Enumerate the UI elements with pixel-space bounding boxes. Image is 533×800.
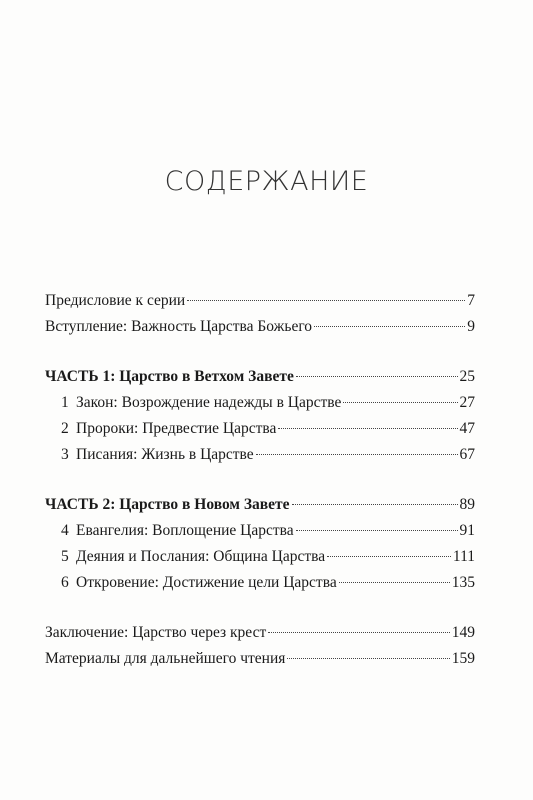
toc-entry-chapter-4[interactable] [45,518,475,544]
dot-leader [296,530,458,531]
toc-page-number: 47 [459,420,475,437]
toc-group-front [45,288,475,340]
chapter-number: 2 [61,420,69,437]
toc-entry-part-2[interactable] [45,492,475,518]
dot-leader [268,632,450,633]
chapter-number: 1 [61,394,69,411]
dot-leader [256,454,458,455]
toc-group-back [45,620,475,672]
toc-page-number: 135 [451,574,475,591]
toc-entry-label: Предисловие к серии [45,292,186,309]
toc-page-number: 27 [459,394,475,411]
dot-leader [327,556,451,557]
toc-entry-part-1[interactable] [45,364,475,390]
toc-page-number: 149 [451,624,475,641]
toc-page-number: 91 [459,522,475,539]
dot-leader [287,658,449,659]
toc-entry-label: Деяния и Послания: Община Царства [76,548,326,565]
toc-entry-chapter-5[interactable] [45,544,475,570]
toc-page-number: 9 [467,318,475,335]
toc-page-number: 159 [451,650,475,667]
chapter-number: 6 [61,574,69,591]
table-of-contents [45,288,475,672]
toc-entry-label: Материалы для дальнейшего чтения [45,650,286,667]
toc-part-label: ЧАСТЬ 1: Царство в Ветхом Завете [45,368,294,385]
toc-entry-label: Закон: Возрождение надежды в Царстве [76,394,342,411]
toc-entry-label: Евангелия: Воплощение Царства [76,522,294,539]
toc-entry-introduction[interactable] [45,314,475,340]
toc-entry-label: Заключение: Царство через крест [45,624,267,641]
dot-leader [296,376,458,377]
dot-leader [339,582,450,583]
toc-entry-preface[interactable] [45,288,475,314]
dot-leader [343,402,457,403]
toc-entry-chapter-6[interactable] [45,570,475,596]
chapter-number: 4 [61,522,69,539]
toc-group-part-1 [45,364,475,468]
toc-entry-chapter-2[interactable] [45,416,475,442]
toc-page-number: 67 [459,446,475,463]
dot-leader [314,326,465,327]
dot-leader [292,504,458,505]
page-title: СОДЕРЖАНИЕ [164,166,369,197]
toc-entry-chapter-1[interactable] [45,390,475,416]
toc-entry-label: Вступление: Важность Царства Божьего [45,318,313,335]
toc-entry-label: Пророки: Предвестие Царства [76,420,277,437]
toc-entry-further-reading[interactable] [45,646,475,672]
toc-entry-label: Писания: Жизнь в Царстве [76,446,254,463]
toc-entry-label: Откровение: Достижение цели Царства [76,574,337,591]
chapter-number: 3 [61,446,69,463]
toc-page-number: 7 [467,292,475,309]
chapter-number: 5 [61,548,69,565]
toc-part-label: ЧАСТЬ 2: Царство в Новом Завете [45,496,290,513]
toc-page-number: 25 [459,368,475,385]
toc-group-part-2 [45,492,475,596]
dot-leader [278,428,457,429]
toc-entry-conclusion[interactable] [45,620,475,646]
toc-entry-chapter-3[interactable] [45,442,475,468]
toc-page-number: 89 [459,496,475,513]
dot-leader [187,300,465,301]
toc-page-number: 111 [452,548,475,565]
